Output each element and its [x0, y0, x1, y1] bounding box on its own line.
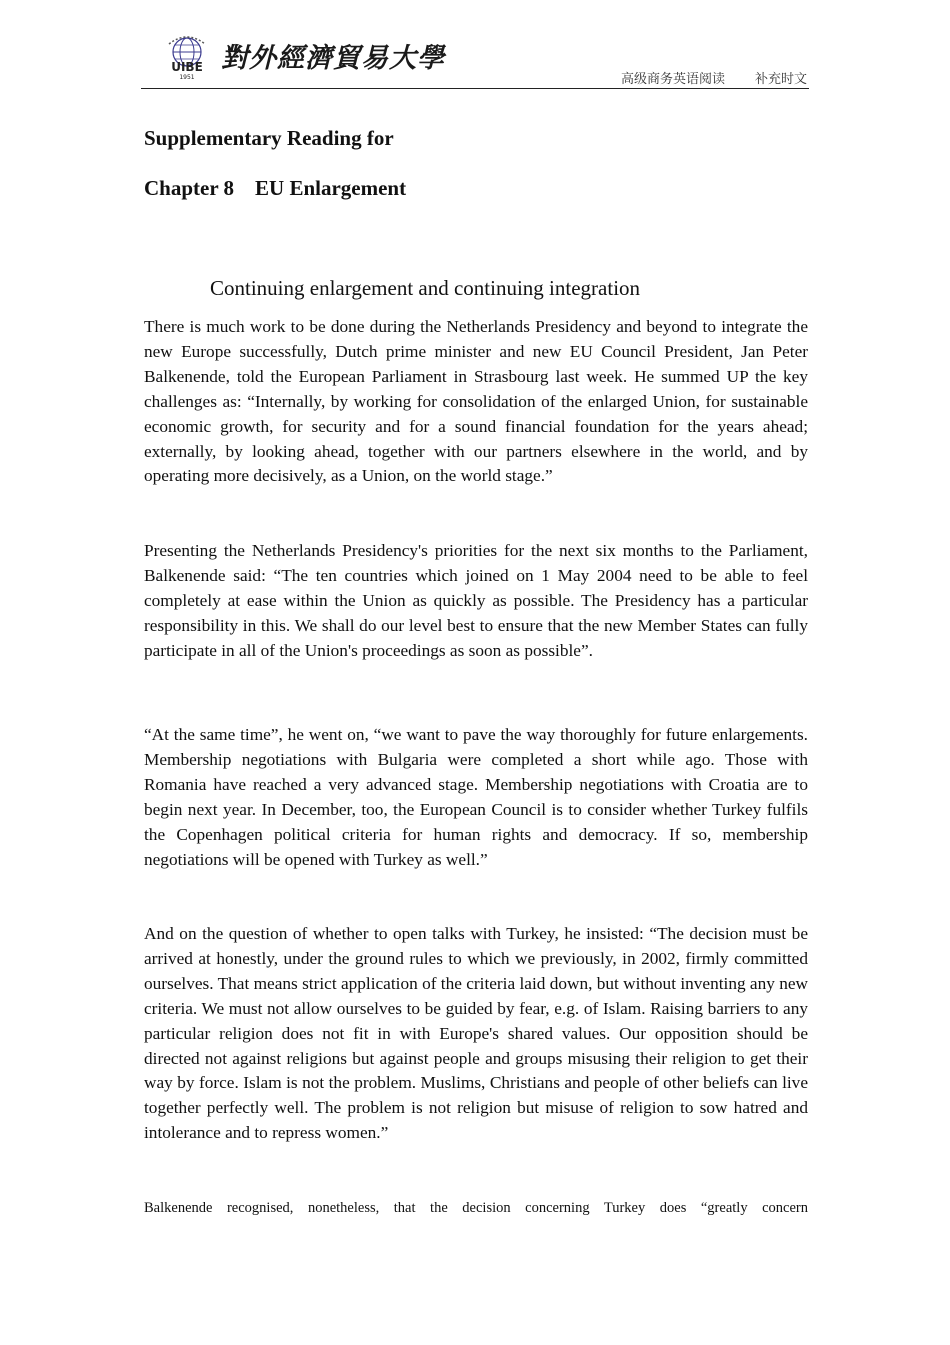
paragraph: Presenting the Netherlands Presidency's priorities for the next six months to the Parliament, Balkenende said: “The ten countries which joined on 1 May 2004 need to be able to feel completely at ease within the Union as quickly as possible. The Presidency has a particular responsibility in this. We shall do our level best to ensure that the new Member States can fully participate in all of the Union's proceedings as soon as possible”.: [144, 541, 808, 660]
svg-text:1951: 1951: [179, 74, 195, 80]
svg-text:UIBE: UIBE: [171, 60, 203, 74]
document-title: Supplementary Reading for: [144, 126, 394, 150]
paragraph: “At the same time”, he went on, “we want to pave the way thoroughly for future enlargements. Membership negotiations with Bulgaria were completed a short while ago. Those with Romania have reached a very advanced stage. Membership negotiations with Croatia are to begin next year. In December, too, the European Council is to consider whether Turkey fulfils the Copenhagen political criteria for human rights and democracy. If so, membership negotiations will be opened with Turkey as well.”: [144, 725, 808, 869]
course-name: 高级商务英语阅读: [620, 72, 725, 87]
header-divider: [141, 88, 809, 89]
article-title: Continuing enlargement and continuing integration: [210, 276, 641, 300]
section-name: 补充时文: [754, 72, 807, 87]
header-labels: [621, 68, 807, 87]
chapter-title: Chapter 8 EU Enlargement: [144, 176, 407, 200]
paragraph: And on the question of whether to open talks with Turkey, he insisted: “The decision must be arrived at honestly, under the ground rules to which we previously, in 2002, firmly committed ourselves. That means strict application of the criteria laid down, but without inventing any new criteria. We must not allow ourselves to be guided by fear, e.g. of Islam. Raising barriers to any particular religion does not fit in with Europe's shared values. Our opposition should be directed not against religions but against people and groups misusing their religion to get their way by force. Islam is not the problem. Muslims, Christians and people of other beliefs can live together perfectly well. The problem is not religion but misuse of religion to sow hatred and intolerance and to repress women.”: [144, 924, 808, 1143]
uibe-logo-icon: [163, 34, 213, 80]
university-name: 對外經濟貿易大學: [221, 43, 445, 74]
paragraph: Balkenende recognised, nonetheless, that the decision concerning Turkey does “greatly concern: [144, 1200, 808, 1216]
paragraph: There is much work to be done during the Netherlands Presidency and beyond to integrate the new Europe successfully, Dutch prime minister and new EU Council President, Jan Peter Balkenende, told the European Parliament in Strasbourg last week. He summed UP the key challenges as: “Internally, by working for consolidation of the enlarged Union, for sustainable economic growth, for security and for a sound financial foundation for the years ahead; externally, by looking ahead, together with our partners elsewhere in the world, and by operating more decisively, as a Union, on the world stage.”: [144, 317, 808, 486]
page-header: [141, 28, 809, 89]
